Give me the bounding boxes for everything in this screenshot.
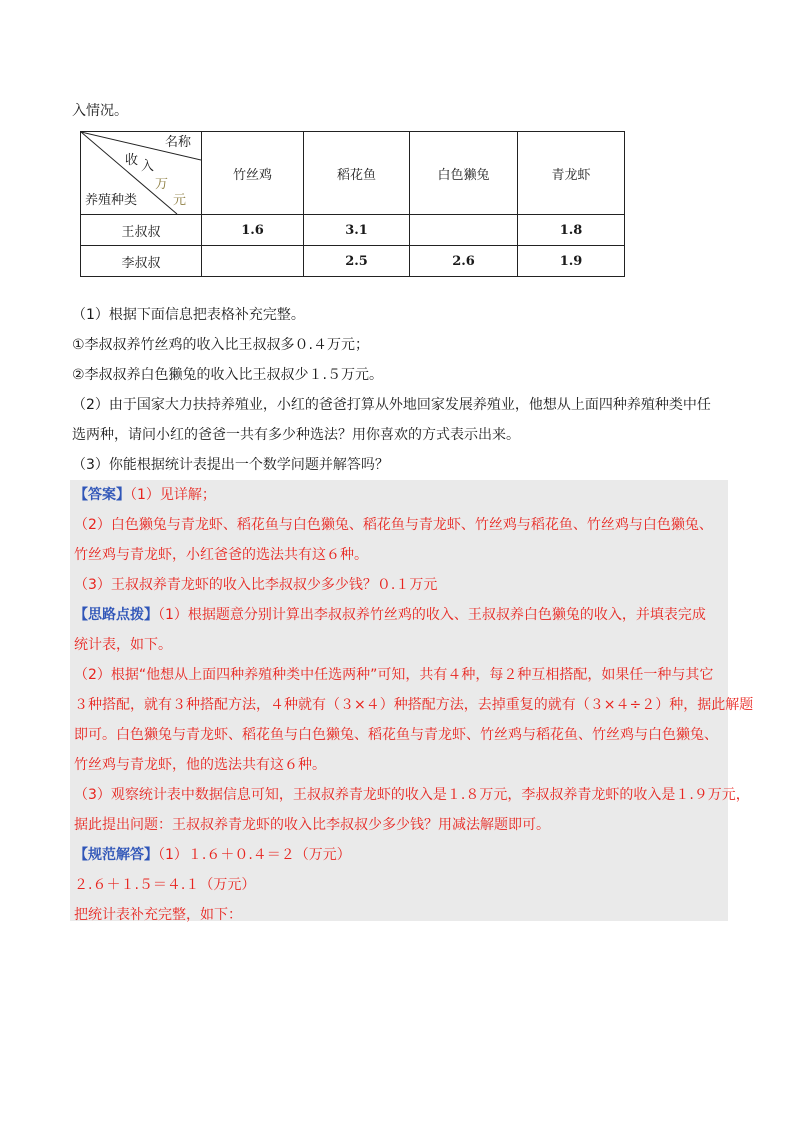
table-cell xyxy=(410,215,518,246)
table-corner-header xyxy=(81,132,202,215)
header-type-label: 养殖种类 xyxy=(85,193,138,208)
info-2: ②李叔叔养白色獭兔的收入比王叔叔少１.５万元。 xyxy=(72,367,383,383)
analysis-2-line-3: 即可。白色獭兔与青龙虾、稻花鱼与白色獭兔、稻花鱼与青龙虾、竹丝鸡与稻花鱼、竹丝鸡与白色獭兔、 xyxy=(74,727,718,743)
intro-text: 入情况。 xyxy=(72,103,128,119)
answer-3: （3）王叔叔养青龙虾的收入比李叔叔少多少钱？０.１万元 xyxy=(74,577,438,593)
table-cell: 3.1 xyxy=(304,215,410,246)
table-row xyxy=(81,246,625,277)
solution-2: ２.６＋１.５＝４.１（万元） xyxy=(74,877,256,893)
answer-line-1 xyxy=(74,484,216,504)
question-2-line-2: 选两种，请问小红的爸爸一共有多少种选法？用你喜欢的方式表示出来。 xyxy=(72,427,520,443)
header-yuan: 元 xyxy=(173,193,187,208)
analysis-3-line-1: （3）观察统计表中数据信息可知，王叔叔养青龙虾的收入是１.８万元，李叔叔养青龙虾的收入是１.９万元， xyxy=(74,787,750,803)
column-header: 青龙虾 xyxy=(518,132,625,215)
table-cell: 1.9 xyxy=(518,246,625,277)
solution-1: （1）１.６＋０.４＝２（万元） xyxy=(158,847,351,863)
answer-2-line-2: 竹丝鸡与青龙虾，小红爸爸的选法共有这６种。 xyxy=(74,547,368,563)
question-3: （3）你能根据统计表提出一个数学问题并解答吗？ xyxy=(72,457,389,473)
table-header-row xyxy=(81,132,625,215)
column-header: 稻花鱼 xyxy=(304,132,410,215)
analysis-2-line-4: 竹丝鸡与青龙虾，他的选法共有这６种。 xyxy=(74,757,326,773)
column-header: 竹丝鸡 xyxy=(202,132,304,215)
analysis-2-line-1: （2）根据“他想从上面四种养殖种类中任选两种”可知，共有４种，每２种互相搭配，如果任一种与其它 xyxy=(74,667,714,683)
income-table xyxy=(80,131,625,277)
solution-line-1 xyxy=(74,844,351,864)
table-cell: 1.8 xyxy=(518,215,625,246)
analysis-line-1 xyxy=(74,604,706,624)
table-cell xyxy=(202,246,304,277)
header-name-label: 名称 xyxy=(165,135,192,150)
analysis-1-line-1: （1）根据题意分别计算出李叔叔养竹丝鸡的收入、王叔叔养白色獭兔的收入，并填表完成 xyxy=(158,607,706,623)
row-label: 李叔叔 xyxy=(81,246,202,277)
analysis-3-line-2: 据此提出问题：王叔叔养青龙虾的收入比李叔叔少多少钱？用减法解题即可。 xyxy=(74,817,550,833)
table-cell: 2.5 xyxy=(304,246,410,277)
solution-3: 把统计表补充完整，如下： xyxy=(74,907,242,923)
answer-2-line-1: （2）白色獭兔与青龙虾、稻花鱼与白色獭兔、稻花鱼与青龙虾、竹丝鸡与稻花鱼、竹丝鸡与白色獭兔、 xyxy=(74,517,713,533)
answer-tag: 【答案】 xyxy=(74,487,130,503)
header-income-1: 收 xyxy=(125,153,139,168)
table-cell: 2.6 xyxy=(410,246,518,277)
answer-1: （1）见详解； xyxy=(130,487,216,503)
analysis-1-line-2: 统计表，如下。 xyxy=(74,637,172,653)
question-2-line-1: （2）由于国家大力扶持养殖业，小红的爸爸打算从外地回家发展养殖业，他想从上面四种养殖种类中任 xyxy=(72,397,711,413)
table-row xyxy=(81,215,625,246)
info-1: ①李叔叔养竹丝鸡的收入比王叔叔多０.４万元； xyxy=(72,337,369,353)
solution-tag: 【规范解答】 xyxy=(74,847,158,863)
header-wan: 万 xyxy=(155,177,169,192)
analysis-tag: 【思路点拨】 xyxy=(74,607,158,623)
table-cell: 1.6 xyxy=(202,215,304,246)
header-income-2: 入 xyxy=(141,159,155,174)
column-header: 白色獭兔 xyxy=(410,132,518,215)
analysis-2-line-2: ３种搭配，就有３种搭配方法，４种就有（３×４）种搭配方法，去掉重复的就有（３×４÷２）种，据此解题 xyxy=(74,697,754,713)
row-label: 王叔叔 xyxy=(81,215,202,246)
question-1: （1）根据下面信息把表格补充完整。 xyxy=(72,307,305,323)
